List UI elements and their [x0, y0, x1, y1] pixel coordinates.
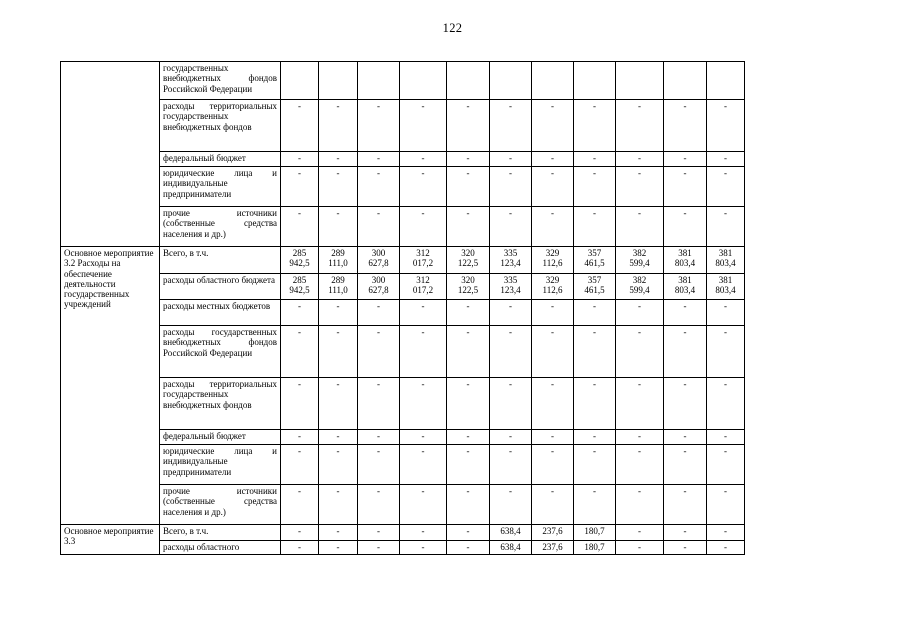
value-cell: -: [490, 152, 532, 167]
value-cell: -: [281, 100, 319, 152]
value-cell: -: [664, 445, 707, 485]
funding-source-cell: государственных внебюджетных фондов Российской Федерации: [160, 62, 281, 100]
funding-source-cell: прочие источники (собственные средства населения и др.): [160, 207, 281, 247]
funding-source-cell: прочие источники (собственные средства населения и др.): [160, 485, 281, 525]
value-cell: -: [447, 378, 490, 430]
value-cell: [358, 62, 400, 100]
value-cell: [664, 62, 707, 100]
value-cell: -: [616, 485, 664, 525]
value-cell: -: [358, 541, 400, 555]
value-cell: 638,4: [490, 525, 532, 541]
value-cell: 381 803,4: [664, 247, 707, 274]
value-cell: 180,7: [574, 541, 616, 555]
value-cell: -: [532, 167, 574, 207]
activity-cell: [61, 62, 160, 247]
funding-source-cell: расходы областного бюджета: [160, 274, 281, 300]
value-cell: 638,4: [490, 541, 532, 555]
value-cell: -: [574, 326, 616, 378]
funding-source-cell: Всего, в т.ч.: [160, 247, 281, 274]
activity-cell: Основное мероприятие 3.2 Расходы на обеспечение деятельности государственных учреждений: [61, 247, 160, 525]
value-cell: -: [400, 152, 447, 167]
value-cell: 289 111,0: [319, 274, 358, 300]
value-cell: -: [358, 300, 400, 326]
value-cell: -: [616, 207, 664, 247]
value-cell: -: [400, 300, 447, 326]
funding-source-cell: юридические лица и индивидуальные предприниматели: [160, 167, 281, 207]
value-cell: -: [358, 445, 400, 485]
value-cell: -: [490, 100, 532, 152]
value-cell: -: [616, 430, 664, 445]
value-cell: -: [281, 445, 319, 485]
value-cell: -: [616, 167, 664, 207]
value-cell: -: [532, 100, 574, 152]
value-cell: -: [400, 430, 447, 445]
value-cell: 289 111,0: [319, 247, 358, 274]
value-cell: [319, 62, 358, 100]
value-cell: -: [574, 167, 616, 207]
value-cell: [447, 62, 490, 100]
funding-source-cell: юридические лица и индивидуальные предприниматели: [160, 445, 281, 485]
value-cell: -: [707, 100, 745, 152]
value-cell: -: [447, 485, 490, 525]
table-row: [61, 274, 745, 300]
value-cell: -: [616, 541, 664, 555]
value-cell: -: [490, 326, 532, 378]
value-cell: -: [490, 445, 532, 485]
value-cell: -: [319, 300, 358, 326]
value-cell: -: [707, 445, 745, 485]
value-cell: -: [532, 378, 574, 430]
value-cell: -: [281, 152, 319, 167]
value-cell: -: [616, 152, 664, 167]
table-row: [61, 541, 745, 555]
value-cell: -: [490, 167, 532, 207]
activity-cell: Основное мероприятие 3.3: [61, 525, 160, 555]
page-number: 122: [442, 21, 463, 35]
value-cell: -: [447, 326, 490, 378]
value-cell: 335 123,4: [490, 247, 532, 274]
value-cell: 335 123,4: [490, 274, 532, 300]
value-cell: -: [358, 167, 400, 207]
value-cell: 237,6: [532, 541, 574, 555]
funding-source-cell: расходы местных бюджетов: [160, 300, 281, 326]
value-cell: -: [358, 378, 400, 430]
table-row: [61, 152, 745, 167]
value-cell: -: [281, 378, 319, 430]
funding-source-cell: федеральный бюджет: [160, 152, 281, 167]
value-cell: 300 627,8: [358, 247, 400, 274]
value-cell: -: [490, 300, 532, 326]
value-cell: -: [664, 207, 707, 247]
value-cell: -: [319, 100, 358, 152]
value-cell: -: [447, 445, 490, 485]
value-cell: 285 942,5: [281, 274, 319, 300]
value-cell: -: [400, 100, 447, 152]
value-cell: -: [664, 167, 707, 207]
value-cell: -: [400, 378, 447, 430]
value-cell: -: [319, 525, 358, 541]
value-cell: 357 461,5: [574, 274, 616, 300]
value-cell: 381 803,4: [707, 247, 745, 274]
value-cell: -: [281, 430, 319, 445]
value-cell: -: [358, 100, 400, 152]
value-cell: -: [490, 207, 532, 247]
value-cell: 312 017,2: [400, 247, 447, 274]
value-cell: 382 599,4: [616, 247, 664, 274]
value-cell: -: [281, 541, 319, 555]
budget-table: [60, 61, 745, 555]
value-cell: -: [532, 326, 574, 378]
value-cell: 285 942,5: [281, 247, 319, 274]
value-cell: -: [400, 207, 447, 247]
value-cell: -: [319, 378, 358, 430]
table-row: [61, 300, 745, 326]
value-cell: -: [707, 167, 745, 207]
value-cell: -: [532, 445, 574, 485]
value-cell: -: [319, 167, 358, 207]
value-cell: -: [664, 525, 707, 541]
value-cell: -: [447, 207, 490, 247]
funding-source-cell: Всего, в т.ч.: [160, 525, 281, 541]
value-cell: -: [319, 485, 358, 525]
value-cell: -: [616, 300, 664, 326]
value-cell: -: [447, 100, 490, 152]
value-cell: -: [447, 300, 490, 326]
table-row: [61, 207, 745, 247]
value-cell: -: [400, 167, 447, 207]
value-cell: -: [358, 152, 400, 167]
value-cell: 237,6: [532, 525, 574, 541]
table-row: [61, 326, 745, 378]
value-cell: [532, 62, 574, 100]
value-cell: -: [447, 525, 490, 541]
funding-source-cell: расходы государственных внебюджетных фондов Российской Федерации: [160, 326, 281, 378]
value-cell: [490, 62, 532, 100]
value-cell: -: [616, 326, 664, 378]
value-cell: 180,7: [574, 525, 616, 541]
value-cell: -: [707, 525, 745, 541]
value-cell: -: [616, 525, 664, 541]
value-cell: 381 803,4: [707, 274, 745, 300]
value-cell: -: [400, 485, 447, 525]
value-cell: -: [490, 485, 532, 525]
value-cell: -: [707, 152, 745, 167]
value-cell: -: [532, 207, 574, 247]
value-cell: -: [447, 541, 490, 555]
value-cell: -: [664, 485, 707, 525]
value-cell: 381 803,4: [664, 274, 707, 300]
value-cell: -: [707, 207, 745, 247]
funding-source-cell: федеральный бюджет: [160, 430, 281, 445]
value-cell: -: [574, 485, 616, 525]
value-cell: -: [281, 326, 319, 378]
value-cell: -: [532, 300, 574, 326]
value-cell: -: [664, 326, 707, 378]
table-row: [61, 378, 745, 430]
value-cell: -: [319, 207, 358, 247]
value-cell: 357 461,5: [574, 247, 616, 274]
value-cell: [400, 62, 447, 100]
value-cell: -: [574, 445, 616, 485]
value-cell: -: [664, 541, 707, 555]
value-cell: -: [664, 300, 707, 326]
value-cell: -: [532, 485, 574, 525]
value-cell: -: [400, 525, 447, 541]
value-cell: -: [447, 152, 490, 167]
value-cell: -: [616, 100, 664, 152]
value-cell: 312 017,2: [400, 274, 447, 300]
value-cell: -: [707, 541, 745, 555]
value-cell: -: [664, 378, 707, 430]
table-row: [61, 485, 745, 525]
value-cell: -: [281, 300, 319, 326]
value-cell: -: [664, 430, 707, 445]
value-cell: 320 122,5: [447, 274, 490, 300]
value-cell: -: [574, 430, 616, 445]
value-cell: -: [664, 152, 707, 167]
value-cell: -: [319, 430, 358, 445]
value-cell: -: [358, 326, 400, 378]
value-cell: -: [358, 525, 400, 541]
value-cell: -: [400, 541, 447, 555]
value-cell: -: [574, 300, 616, 326]
value-cell: -: [358, 430, 400, 445]
funding-source-cell: расходы территориальных государственных внебюджетных фондов: [160, 100, 281, 152]
value-cell: -: [574, 207, 616, 247]
value-cell: [707, 62, 745, 100]
table-row: [61, 100, 745, 152]
value-cell: -: [707, 326, 745, 378]
value-cell: -: [319, 152, 358, 167]
table-body: [61, 62, 745, 555]
value-cell: -: [281, 207, 319, 247]
table-row: [61, 62, 745, 100]
value-cell: -: [490, 430, 532, 445]
value-cell: -: [532, 152, 574, 167]
funding-source-cell: расходы областного: [160, 541, 281, 555]
value-cell: -: [400, 326, 447, 378]
value-cell: -: [447, 430, 490, 445]
table-row: [61, 445, 745, 485]
value-cell: 382 599,4: [616, 274, 664, 300]
value-cell: 300 627,8: [358, 274, 400, 300]
value-cell: -: [707, 378, 745, 430]
table-row: [61, 167, 745, 207]
value-cell: 320 122,5: [447, 247, 490, 274]
value-cell: -: [358, 485, 400, 525]
value-cell: -: [281, 525, 319, 541]
value-cell: [281, 62, 319, 100]
value-cell: -: [707, 300, 745, 326]
value-cell: -: [319, 326, 358, 378]
value-cell: -: [532, 430, 574, 445]
value-cell: -: [707, 485, 745, 525]
value-cell: [616, 62, 664, 100]
funding-source-cell: расходы территориальных государственных внебюджетных фондов: [160, 378, 281, 430]
table-row: [61, 525, 745, 541]
value-cell: -: [490, 378, 532, 430]
value-cell: [574, 62, 616, 100]
value-cell: -: [664, 100, 707, 152]
value-cell: -: [616, 445, 664, 485]
value-cell: 329 112,6: [532, 274, 574, 300]
value-cell: -: [400, 445, 447, 485]
value-cell: -: [281, 167, 319, 207]
value-cell: -: [447, 167, 490, 207]
value-cell: -: [574, 378, 616, 430]
value-cell: -: [358, 207, 400, 247]
value-cell: -: [616, 378, 664, 430]
table-row: [61, 247, 745, 274]
value-cell: -: [574, 152, 616, 167]
value-cell: -: [319, 445, 358, 485]
value-cell: -: [574, 100, 616, 152]
value-cell: 329 112,6: [532, 247, 574, 274]
value-cell: -: [319, 541, 358, 555]
value-cell: -: [281, 485, 319, 525]
value-cell: -: [707, 430, 745, 445]
table-row: [61, 430, 745, 445]
